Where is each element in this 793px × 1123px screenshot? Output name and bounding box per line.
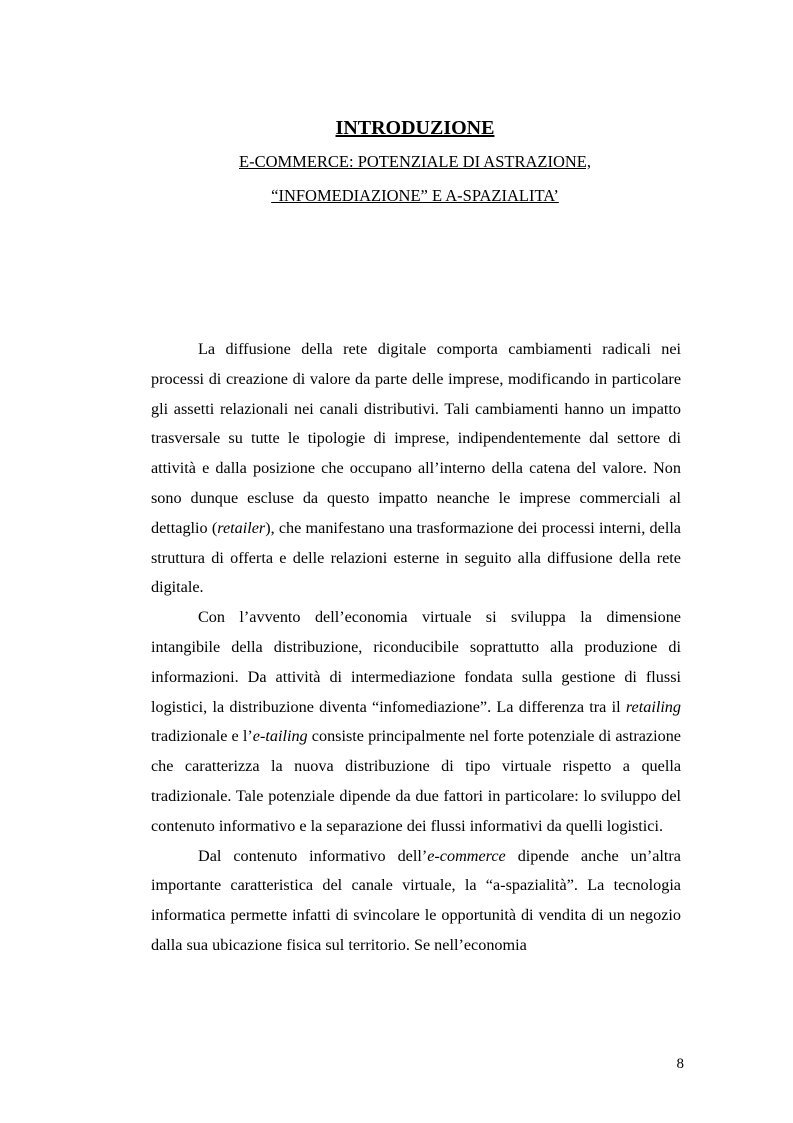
body-text [151, 335, 681, 961]
paragraph-segment: dipende anche un’altra importante caratteristica del canale virtuale, la “a-spazialità”. La tecnologia informatica permette infatti di svincolare le opportunità di vendita di un negozio dalla sua ubicazione fisica sul territorio. Se nell’economia [151, 846, 681, 954]
page-title: INTRODUZIONE [335, 117, 495, 139]
paragraph-segment: La diffusione della rete digitale comporta cambiamenti radicali nei processi di creazione di valore da parte delle imprese, modificando in particolare gli assetti relazionali nei canali distributivi. Tali cambiamenti hanno un impatto trasversale su tutte le tipologie di imprese, indipendentemente dal settore di attività e dalla posizione che occupano all’interno della catena del valore. Non sono dunque escluse da questo impatto neanche le imprese commerciali al dettaglio ( [151, 340, 681, 537]
page-subtitle-line-1: E-COMMERCE: POTENZIALE DI ASTRAZIONE, [239, 152, 591, 171]
paragraph-segment-italic: e-tailing [252, 727, 308, 746]
paragraph-segment-italic: retailer [217, 518, 266, 537]
paragraph-segment-italic: retailing [625, 697, 681, 716]
paragraph-segment: Dal contenuto informativo dell’ [198, 846, 428, 865]
page-number: 8 [676, 1056, 684, 1072]
paragraph-2 [151, 603, 681, 841]
paragraph-segment: tradizionale e l’ [151, 727, 253, 746]
paragraph-segment: consiste principalmente nel forte potenziale di astrazione che caratterizza la nuova distribuzione di tipo virtuale rispetto a quella tradizionale. Tale potenziale dipende da due fattori in particolare: lo sviluppo del contenuto informativo e la separazione dei flussi informativi da quelli logistici. [151, 727, 681, 835]
paragraph-3 [151, 842, 681, 961]
paragraph-segment: ), che manifestano una trasformazione dei processi interni, della struttura di offerta e delle relazioni esterne in seguito alla diffusione della rete digitale. [151, 518, 681, 597]
paragraph-segment: Con l’avvento dell’economia virtuale si sviluppa la dimensione intangibile della distribuzione, riconducibile soprattutto alla produzione di informazioni. Da attività di intermediazione fondata sulla gestione di flussi logistici, la distribuzione diventa “infomediazione”. La differenza tra il [151, 608, 681, 716]
page-subtitle-line-2: “INFOMEDIAZIONE” E A-SPAZIALITA’ [271, 186, 559, 205]
paragraph-segment-italic: e-commerce [427, 846, 506, 865]
paragraph-1 [151, 335, 681, 603]
